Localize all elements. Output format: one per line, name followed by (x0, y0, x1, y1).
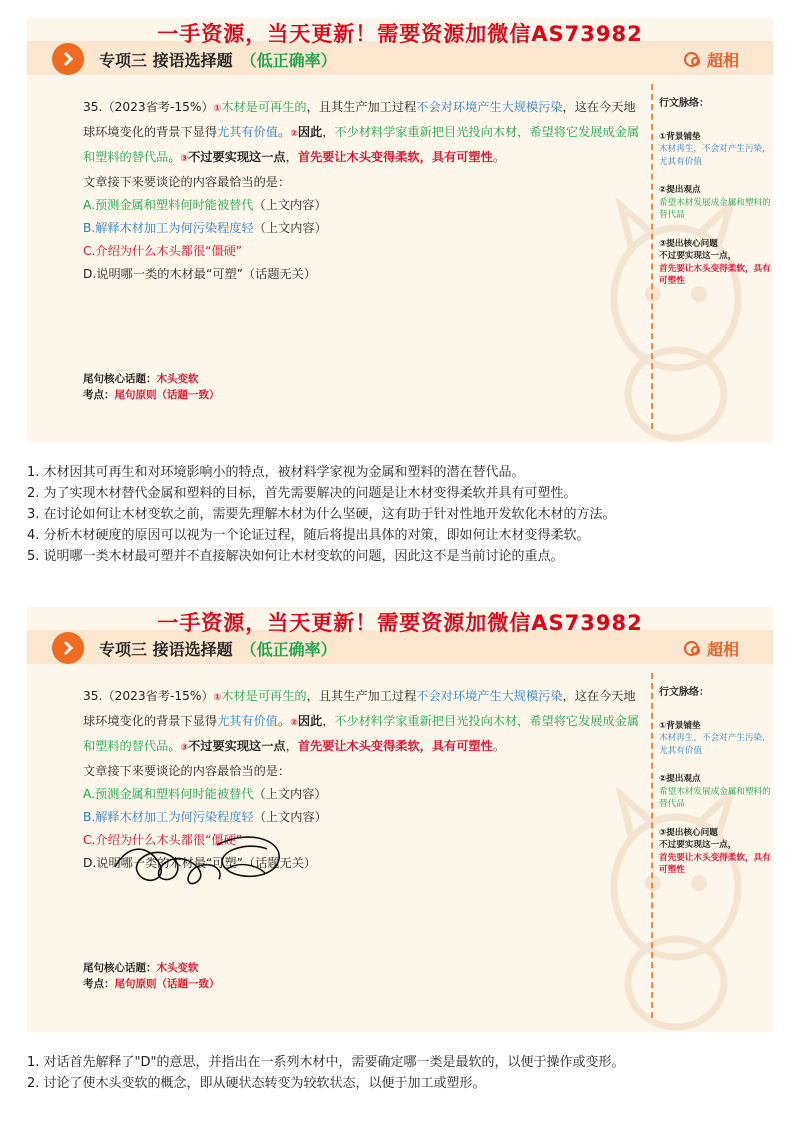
sidebar-block-2 (659, 184, 771, 222)
section-subtitle: （低正确率） (240, 640, 337, 659)
brand-logo (684, 637, 739, 660)
bottom-note (83, 960, 220, 992)
marker-3: ③ (180, 743, 189, 753)
sidebar-block-2 (659, 773, 771, 811)
stem-seg: 不少材料学家重新把目光投向木材，希望将它发展成金属和塑料的替代品 (83, 125, 640, 164)
slide-1 (27, 18, 773, 443)
bottom-note (83, 371, 220, 403)
stem-seg: 木材是可再生的 (221, 100, 307, 114)
slide-2 (27, 607, 773, 1032)
topic-label: 尾句核心话题： (83, 373, 157, 385)
option-b-note: （上文内容） (253, 810, 327, 824)
stem-seg: 。 (492, 150, 505, 164)
stem-seg: 不过要实现这一点 (188, 739, 286, 753)
question-number: 35.（2023省考-15%） (83, 100, 214, 114)
sidebar-body: 希望木材发展成金属和塑料的替代品 (659, 786, 771, 809)
brand-name: 超相 (706, 51, 739, 70)
stem-seg: 。 (492, 739, 505, 753)
keypoint-value: 尾句原则（话题一致） (114, 978, 220, 990)
sidebar-block-1 (659, 131, 771, 169)
notes-list-1 (27, 462, 616, 567)
option-a (83, 194, 643, 217)
stem-seg: 。 (278, 125, 291, 139)
sidebar-block-3 (659, 827, 771, 877)
section-title (99, 48, 337, 71)
sidebar-title: 行文脉络： (659, 687, 709, 698)
sidebar-body: 首先要让木头变得柔软，具有可塑性 (659, 263, 771, 286)
sidebar-body: 首先要让木头变得柔软，具有可塑性 (659, 852, 771, 875)
list-item: 1. 木材因其可再生和对环境影响小的特点，被材料学家视为金属和塑料的潜在替代品。 (27, 465, 525, 480)
promo-banner: 一手资源，当天更新！需要资源加微信AS73982 (157, 611, 643, 635)
list-item: 1. 对话首先解释了"D"的意思，并指出在一系列木材中，需要确定哪一类是最软的，以便于操作或变形。 (27, 1055, 625, 1070)
sidebar-head: ②提出观点 (659, 185, 701, 195)
section-title-text: 专项三 接语选择题 (99, 51, 233, 70)
keypoint-label: 考点： (83, 978, 115, 990)
option-a-note: （上文内容） (253, 787, 327, 801)
keypoint-line (83, 976, 220, 992)
stem-seg: 不过要实现这一点 (188, 150, 286, 164)
question-block (83, 96, 643, 286)
stem-seg: ， (322, 714, 335, 728)
list-item: 5. 说明哪一类木材最可塑并不直接解决如何让木材变软的问题，因此这不是当前讨论的重点。 (27, 549, 564, 564)
marker-2: ② (290, 718, 298, 728)
stem-seg: 尤其有价值 (217, 714, 278, 728)
keypoint-line (83, 387, 220, 403)
stem-seg: 尤其有价值 (217, 125, 278, 139)
stem-seg: 不会对环境产生大规模污染 (416, 689, 563, 703)
dashed-divider (651, 84, 653, 429)
sidebar-head: ①背景铺垫 (659, 720, 701, 731)
section-subtitle: （低正确率） (240, 51, 337, 70)
option-d-note: （话题无关） (242, 267, 317, 281)
stem-seg: ， (285, 739, 298, 753)
option-a-text: A.预测金属和塑料何时能被替代 (83, 787, 254, 801)
sidebar-title: 行文脉络： (659, 98, 709, 109)
sidebar-body: 木材再生，不会对产生污染，尤其有价值 (659, 144, 771, 167)
marker-2: ② (290, 129, 298, 139)
stem-seg: 木材是可再生的 (221, 689, 307, 703)
pen-scribble (107, 825, 307, 895)
stem-seg: ，这在今天地球环境变化的背景下显得 (83, 100, 636, 139)
topic-value: 木头变软 (156, 962, 199, 974)
stem-seg: ，且其生产加工过程 (306, 100, 417, 114)
sidebar-head: ①背景铺垫 (659, 131, 701, 142)
question-stem (83, 96, 643, 171)
question-stem (83, 685, 643, 760)
sidebar-head: ③提出核心问题 (659, 238, 718, 249)
sidebar-body: 木材再生，不会对产生污染，尤其有价值 (659, 733, 771, 756)
marker-3: ③ (180, 154, 189, 164)
topic-line (83, 371, 220, 387)
option-a-note: （上文内容） (253, 198, 327, 212)
section-title (99, 637, 337, 660)
question-number: 35.（2023省考-15%） (83, 689, 214, 703)
option-d-text: D.说明哪一类的木材最“可塑” (83, 856, 243, 870)
topic-value: 木头变软 (156, 373, 199, 385)
stem-seg: ，这在今天地球环境变化的背景下显得 (83, 689, 636, 728)
marker-1: ① (213, 104, 222, 114)
sidebar-body: 不过要实现这一点， (659, 840, 737, 850)
sidebar-block-1 (659, 720, 771, 758)
option-b-text: B.解释木材加工为何污染程度轻 (83, 810, 254, 824)
option-d-text: D.说明哪一类的木材最“可塑” (83, 267, 243, 281)
question-prompt: 文章接下来要谈论的内容最恰当的是： (83, 764, 291, 778)
option-d (83, 263, 643, 286)
stem-seg: 首先要让木头变得柔软，具有可塑性 (297, 150, 493, 164)
option-a-text: A.预测金属和塑料何时能被替代 (83, 198, 254, 212)
list-item: 3. 在讨论如何让木材变软之前，需要先理解木材为什么坚硬，这有助于针对性地开发软化木材的方法。 (27, 507, 616, 522)
question-prompt: 文章接下来要谈论的内容最恰当的是： (83, 175, 291, 189)
keypoint-value: 尾句原则（话题一致） (114, 389, 220, 401)
stem-seg: 不会对环境产生大规模污染 (416, 100, 563, 114)
stem-seg: 。 (168, 150, 181, 164)
option-b (83, 217, 643, 240)
list-item: 4. 分析木材硬度的原因可以视为一个论证过程，随后将提出具体的对策，即如何让木材变得柔软。 (27, 528, 590, 543)
topic-label: 尾句核心话题： (83, 962, 157, 974)
sidebar-head: ②提出观点 (659, 774, 701, 784)
stem-seg: 。 (278, 714, 291, 728)
option-c: C.介绍为什么木头都很“僵硬” (83, 833, 243, 847)
sidebar-body: 希望木材发展成金属和塑料的替代品 (659, 197, 771, 220)
keypoint-label: 考点： (83, 389, 115, 401)
option-a (83, 783, 643, 806)
promo-banner: 一手资源，当天更新！需要资源加微信AS73982 (157, 22, 643, 46)
marker-1: ① (213, 693, 222, 703)
sidebar-body: 不过要实现这一点， (659, 251, 737, 261)
stem-seg: ， (285, 150, 298, 164)
list-item: 2. 讨论了使木头变软的概念，即从硬状态转变为较软状态，以便于加工或塑形。 (27, 1076, 486, 1091)
brand-logo-icon (684, 641, 699, 656)
list-item: 2. 为了实现木材替代金属和塑料的目标，首先需要解决的问题是让木材变得柔软并具有可塑性。 (27, 486, 577, 501)
option-d-note: （话题无关） (242, 856, 317, 870)
topic-line (83, 960, 220, 976)
stem-seg: 因此 (297, 125, 323, 139)
stem-seg: ，且其生产加工过程 (306, 689, 417, 703)
outline-sidebar (659, 98, 771, 304)
section-title-text: 专项三 接语选择题 (99, 640, 233, 659)
stem-seg: 因此 (297, 714, 323, 728)
brand-logo-icon (684, 52, 699, 67)
outline-sidebar (659, 687, 771, 893)
sidebar-block-3 (659, 238, 771, 288)
option-b-note: （上文内容） (253, 221, 327, 235)
option-b-text: B.解释木材加工为何污染程度轻 (83, 221, 254, 235)
stem-seg: 首先要让木头变得柔软，具有可塑性 (297, 739, 493, 753)
stem-seg: 。 (168, 739, 181, 753)
notes-list-2 (27, 1052, 625, 1094)
option-c: C.介绍为什么木头都很“僵硬” (83, 244, 243, 258)
stem-seg: 不少材料学家重新把目光投向木材，希望将它发展成金属和塑料的替代品 (83, 714, 640, 753)
stem-seg: ， (322, 125, 335, 139)
dashed-divider (651, 673, 653, 1018)
brand-logo (684, 48, 739, 71)
sidebar-head: ③提出核心问题 (659, 827, 718, 838)
brand-name: 超相 (706, 640, 739, 659)
